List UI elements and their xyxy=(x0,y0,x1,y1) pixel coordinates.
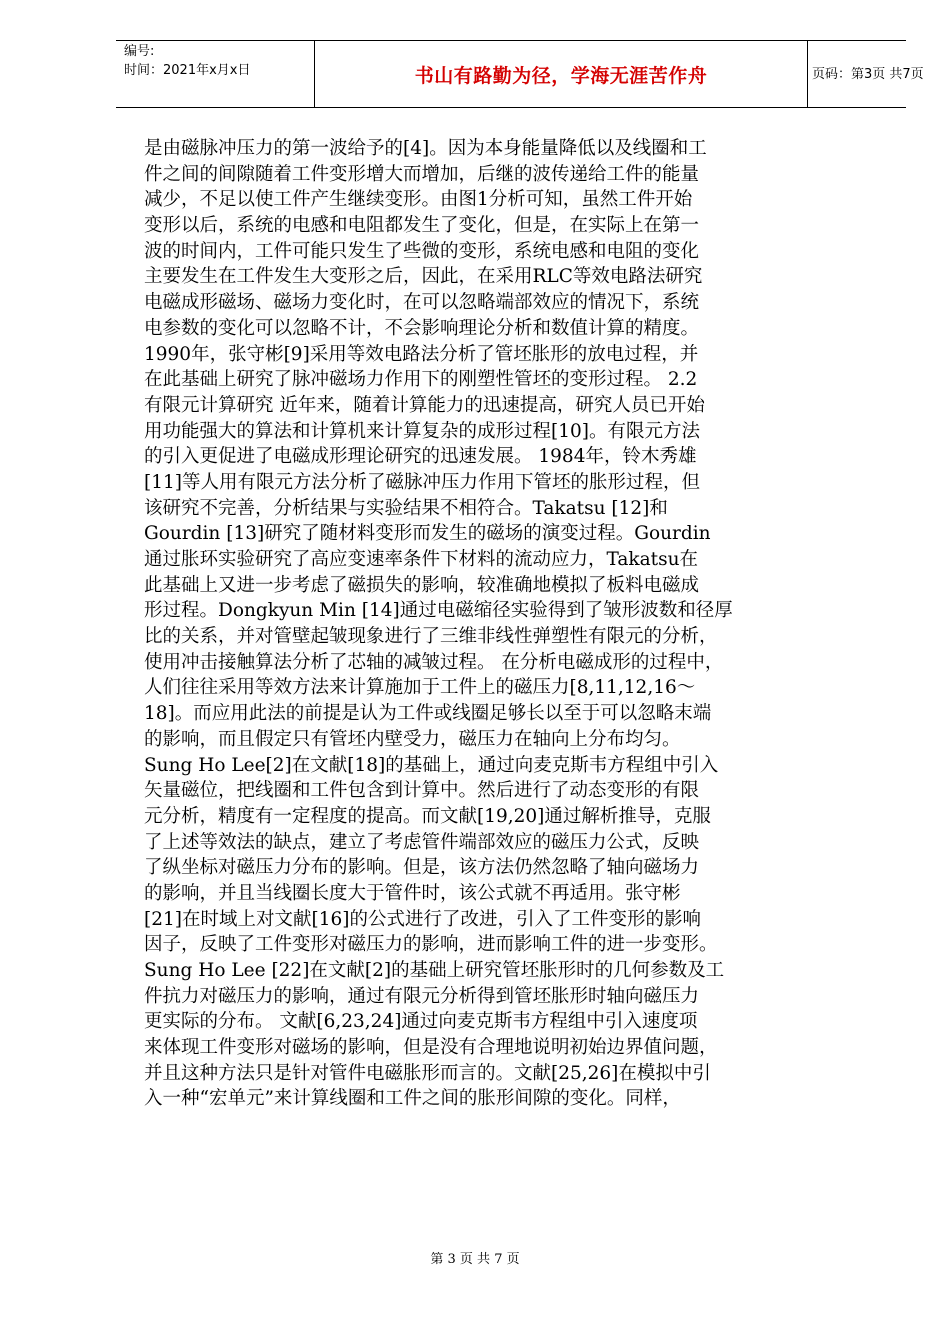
text-line: 形过程。Dongkyun Min [14]通过电磁缩径实验得到了皱形波数和径厚 xyxy=(144,600,733,622)
text-line: 了上述等效法的缺点，建立了考虑管件端部效应的磁压力公式，反映 xyxy=(144,831,700,853)
text-line: 是由磁脉冲压力的第一波给予的[4]。因为本身能量降低以及线圈和工 xyxy=(144,138,707,159)
text-line: 有限元计算研究 近年来，随着计算能力的迅速提高，研究人员已开始 xyxy=(144,394,705,416)
text-line: Gourdin [13]研究了随材料变形而发生的磁场的演变过程。Gourdin xyxy=(144,523,711,545)
text-line: 件抗力对磁压力的影响，通过有限元分析得到管坯胀形时轴向磁压力 xyxy=(144,985,700,1007)
text-line: 该研究不完善，分析结果与实验结果不相符合。Takatsu [12]和 xyxy=(144,497,668,519)
text-line: 在此基础上研究了脉冲磁场力作用下的刚塑性管坯的变形过程。 2.2 xyxy=(144,369,698,391)
text-line: 1990年，张守彬[9]采用等效电路法分析了管坯胀形的放电过程，并 xyxy=(144,343,699,365)
text-line: 的引入更促进了电磁成形理论研究的迅速发展。 1984年，铃木秀雄 xyxy=(144,446,697,468)
header-motto-cell xyxy=(314,41,808,107)
text-line: 了纵坐标对磁压力分布的影响。但是，该方法仍然忽略了轴向磁场力 xyxy=(144,857,700,879)
text-line: 的影响，并且当线圈长度大于管件时，该公式就不再适用。张守彬 xyxy=(144,882,681,904)
text-line: 件之间的间隙随着工件变形增大而增加，后继的波传递给工件的能量 xyxy=(144,163,700,185)
number-label: 编号: xyxy=(124,44,155,59)
page-header xyxy=(116,40,924,108)
text-line: 波的时间内，工件可能只发生了些微的变形，系统电感和电阻的变化 xyxy=(144,240,700,262)
text-line: 18]。而应用此法的前提是认为工件或线圈足够长以至于可以忽略末端 xyxy=(144,703,712,725)
header-meta xyxy=(116,41,314,107)
page-code: 页码：第3页 共7页 xyxy=(812,67,924,82)
page-footer: 第 3 页 共 7 页 xyxy=(430,1252,520,1267)
text-line: 主要发生在工件发生大变形之后，因此，在采用RLC等效电路法研究 xyxy=(144,266,703,288)
motto: 书山有路勤为径，学海无涯苦作舟 xyxy=(414,65,708,87)
text-line: 比的关系，并对管壁起皱现象进行了三维非线性弹塑性有限元的分析， xyxy=(144,626,718,648)
text-line: 更实际的分布。 文献[6,23,24]通过向麦克斯韦方程组中引入速度项 xyxy=(144,1011,698,1033)
header-page-cell xyxy=(806,41,924,107)
text-line: 使用冲击接触算法分析了芯轴的减皱过程。 在分析电磁成形的过程中， xyxy=(144,651,724,673)
text-line: 因子，反映了工件变形对磁压力的影响，进而影响工件的进一步变形。 xyxy=(144,934,718,956)
text-line: 的影响，而且假定只有管坯内壁受力，磁压力在轴向上分布均匀。 xyxy=(144,728,681,750)
text-line: 电参数的变化可以忽略不计，不会影响理论分析和数值计算的精度。 xyxy=(144,317,700,339)
text-line: 减少，不足以使工件产生继续变形。由图1分析可知，虽然工件开始 xyxy=(144,189,693,211)
text-line: 此基础上又进一步考虑了磁损失的影响，较准确地模拟了板料电磁成 xyxy=(144,574,700,596)
text-line: 入一种“宏单元”来计算线圈和工件之间的胀形间隙的变化。同样， xyxy=(144,1088,681,1110)
text-line: 来体现工件变形对磁场的影响，但是没有合理地说明初始边界值问题， xyxy=(144,1037,718,1059)
text-line: 矢量磁位，把线圈和工件包含到计算中。然后进行了动态变形的有限 xyxy=(144,780,700,802)
text-line: 元分析，精度有一定程度的提高。而文献[19,20]通过解析推导，克服 xyxy=(144,805,711,827)
text-line: [21]在时域上对文献[16]的公式进行了改进，引入了工件变形的影响 xyxy=(144,908,701,930)
text-line: 并且这种方法只是针对管件电磁胀形而言的。文献[25,26]在模拟中引 xyxy=(144,1062,711,1084)
body-text xyxy=(144,136,884,1112)
text-line: 人们往往采用等效方法来计算施加于工件上的磁压力[8,11,12,16～ xyxy=(144,677,696,699)
text-line: 电磁成形磁场、磁场力变化时，在可以忽略端部效应的情况下，系统 xyxy=(144,292,700,314)
text-line: 通过胀环实验研究了高应变速率条件下材料的流动应力，Takatsu在 xyxy=(144,549,699,570)
text-line: Sung Ho Lee [22]在文献[2]的基础上研究管坯胀形时的几何参数及工 xyxy=(144,960,725,981)
text-line: [11]等人用有限元方法分析了磁脉冲压力作用下管坯的胀形过程，但 xyxy=(144,471,700,493)
text-line: 用功能强大的算法和计算机来计算复杂的成形过程[10]。有限元方法 xyxy=(144,420,700,442)
time-label: 时间：2021年x月x日 xyxy=(124,63,251,78)
text-line: 变形以后，系统的电感和电阻都发生了变化，但是，在实际上在第一 xyxy=(144,215,700,237)
text-line: Sung Ho Lee[2]在文献[18]的基础上，通过向麦克斯韦方程组中引入 xyxy=(144,754,719,776)
